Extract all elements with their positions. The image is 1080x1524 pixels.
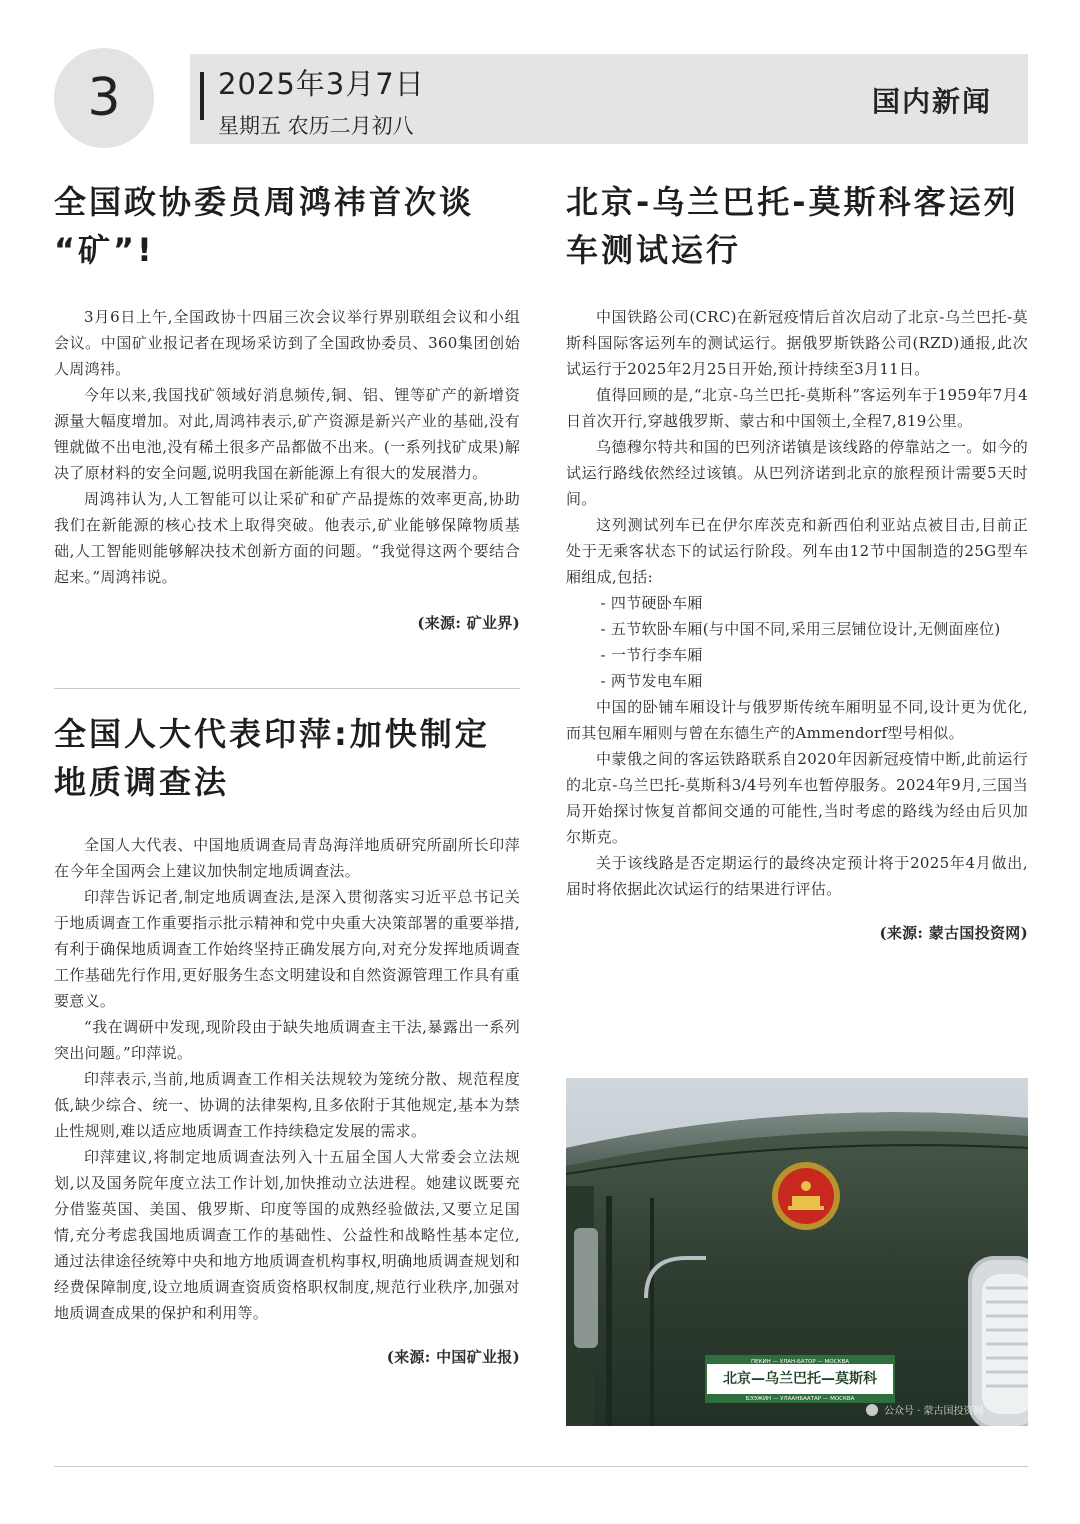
article-1-paragraph: 3月6日上午,全国政协十四届三次会议举行界别联组会议和小组会议。中国矿业报记者在现场采访到了全国政协委员、360集团创始人周鸿祎。 <box>54 308 520 378</box>
header-divider <box>200 72 204 120</box>
article-2-title <box>54 710 520 806</box>
article-2-title-line1: 全国人大代表印萍:加快制定 <box>54 715 490 753</box>
article-2-paragraph: 印萍表示,当前,地质调查工作相关法规较为笼统分散、规范程度低,缺少综合、统一、协调的法律架构,且多依附于其他规定,基本为禁止性规则,难以适应地质调查工作持续稳定发展的需求。 <box>54 1070 520 1140</box>
sign-bottom-text: БЭЭЖИН — УЛААНБААТАР — МОСКВА <box>745 1396 855 1402</box>
article-3-list-item: - 五节软卧车厢(与中国不同,采用三层铺位设计,无侧面座位) <box>600 620 1001 638</box>
watermark-text: 公众号 · 蒙古国投资网 <box>884 1406 984 1417</box>
national-emblem-icon <box>772 1162 840 1230</box>
wechat-icon <box>866 1404 878 1416</box>
article-3-paragraph: 关于该线路是否定期运行的最终决定预计将于2025年4月做出,届时将依据此次试运行的结果进行评估。 <box>566 854 1028 898</box>
article-2-paragraph: 印萍告诉记者,制定地质调查法,是深入贯彻落实习近平总书记关于地质调查工作重要指示批示精神和党中央重大决策部署的重要举措,有利于确保地质调查工作始终坚持正确发展方向,对充分发挥地质调查工作基础先行作用,更好服务生态文明建设和自然资源管理工作具有重要意义。 <box>54 888 520 1010</box>
article-1 <box>54 178 520 636</box>
article-3-title <box>566 178 1028 274</box>
page-bottom-rule <box>54 1466 1028 1467</box>
article-2-title-line2: 地质调查法 <box>54 763 230 801</box>
article-2 <box>54 710 520 1370</box>
article-divider <box>54 688 520 689</box>
issue-date: 2025年3月7日 <box>218 67 425 101</box>
article-3-title-line2: 车测试运行 <box>566 231 742 269</box>
article-3-paragraph: 值得回顾的是,“北京-乌兰巴托-莫斯科”客运列车于1959年7月4日首次开行,穿越俄罗斯、蒙古和中国领土,全程7,819公里。 <box>566 386 1028 430</box>
article-3-paragraph: 中国铁路公司(CRC)在新冠疫情后首次启动了北京-乌兰巴托-莫斯科国际客运列车的测试运行。据俄罗斯铁路公司(RZD)通报,此次试运行于2025年2月25日开始,预计持续至3月11日。 <box>566 308 1028 378</box>
article-2-source: (来源: 中国矿业报) <box>386 1348 520 1366</box>
train-photo <box>566 1078 1028 1426</box>
article-1-title-line2: “矿”! <box>54 231 155 269</box>
issue-weekday-lunar: 星期五 农历二月初八 <box>218 114 414 138</box>
article-3-title-line1: 北京-乌兰巴托-莫斯科客运列 <box>566 183 1019 221</box>
article-3-list-item: - 四节硬卧车厢 <box>600 594 703 612</box>
article-1-paragraph: 今年以来,我国找矿领域好消息频传,铜、铝、锂等矿产的新增资源量大幅度增加。对此,周鸿祎表示,矿产资源是新兴产业的基础,没有锂就做不出电池,没有稀土很多产品都做不出来。(一系列找矿成果)解决了原材料的安全问题,说明我国在新能源上有很大的发展潜力。 <box>54 386 520 482</box>
article-3-paragraph: 这列测试列车已在伊尔库茨克和新西伯利亚站点被目击,目前正处于无乘客状态下的试运行阶段。列车由12节中国制造的25G型车厢组成,包括: <box>566 516 1028 586</box>
article-2-paragraph: 全国人大代表、中国地质调查局青岛海洋地质研究所副所长印萍在今年全国两会上建议加快制定地质调查法。 <box>54 836 520 880</box>
page-number: 3 <box>54 48 154 148</box>
article-1-source: (来源: 矿业界) <box>417 614 520 632</box>
article-1-title <box>54 178 520 274</box>
article-1-title-line1: 全国政协委员周鸿祎首次谈 <box>54 183 475 221</box>
sign-top-text: ПЕКИН — УЛАН-БАТОР — МОСКВА <box>750 1359 850 1365</box>
train-illustration <box>566 1078 1028 1426</box>
watermark <box>866 1404 984 1417</box>
article-2-paragraph: “我在调研中发现,现阶段由于缺失地质调查主干法,暴露出一系列突出问题。”印萍说。 <box>54 1018 520 1062</box>
route-sign <box>706 1356 894 1402</box>
article-3-list-item: - 两节发电车厢 <box>600 672 703 690</box>
article-1-paragraph: 周鸿祎认为,人工智能可以让采矿和矿产品提炼的效率更高,协助我们在新能源的核心技术上取得突破。他表示,矿业能够保障物质基础,人工智能则能够解决技术创新方面的问题。“我觉得这两个要结合起来。”周鸿祎说。 <box>54 490 520 586</box>
article-3-list-item: - 一节行李车厢 <box>600 646 703 664</box>
article-3-paragraph: 乌德穆尔特共和国的巴列济诺镇是该线路的停靠站之一。如今的试运行路线依然经过该镇。从巴列济诺到北京的旅程预计需要5天时间。 <box>566 438 1028 508</box>
article-3-paragraph: 中国的卧铺车厢设计与俄罗斯传统车厢明显不同,设计更为优化,而其包厢车厢则与曾在东德生产的Ammendorf型号相似。 <box>566 698 1028 742</box>
article-3-source: (来源: 蒙古国投资网) <box>879 924 1028 942</box>
article-3-paragraph: 中蒙俄之间的客运铁路联系自2020年因新冠疫情中断,此前运行的北京-乌兰巴托-莫斯科3/4号列车也暂停服务。2024年9月,三国当局开始探讨恢复首都间交通的可能性,当时考虑的路线为经由后贝加尔斯克。 <box>566 750 1028 846</box>
article-2-paragraph: 印萍建议,将制定地质调查法列入十五届全国人大常委会立法规划,以及国务院年度立法工作计划,加快推动立法进程。她建议既要充分借鉴英国、美国、俄罗斯、印度等国的成熟经验做法,又要立足国情,充分考虑我国地质调查工作的基础性、公益性和战略性基本定位,通过法律途径统筹中央和地方地质调查机构事权,明确地质调查规划和经费保障制度,设立地质调查资质资格职权制度,规范行业秩序,加强对地质调查成果的保护和利用等。 <box>54 1148 520 1322</box>
article-3 <box>566 178 1028 946</box>
section-title: 国内新闻 <box>871 85 992 118</box>
sign-main-text: 北京—乌兰巴托—莫斯科 <box>723 1371 877 1387</box>
